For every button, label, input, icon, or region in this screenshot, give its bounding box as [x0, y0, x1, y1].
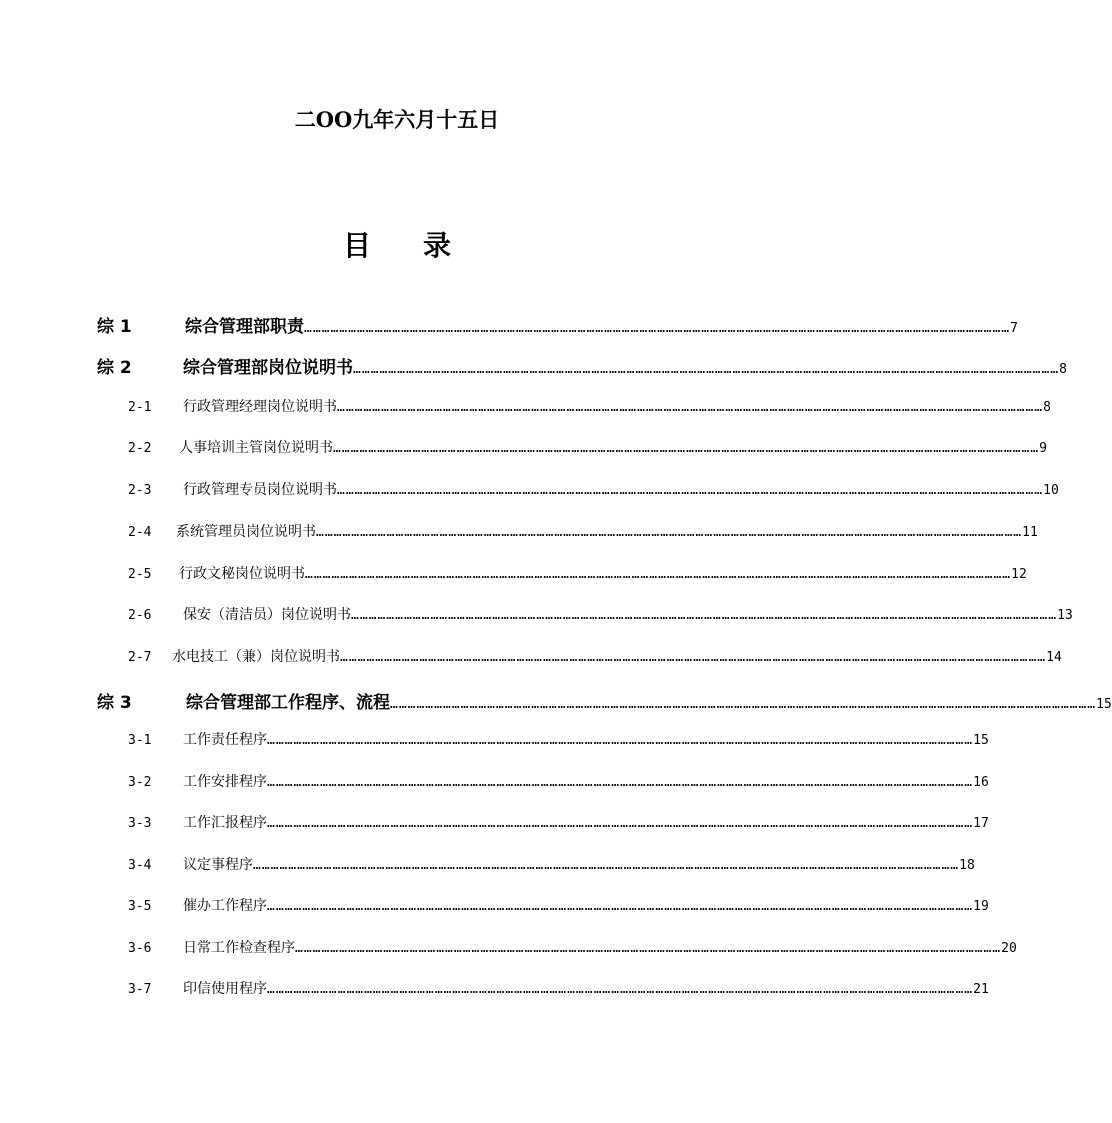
toc-entry-page-number: 9	[1039, 441, 1047, 456]
toc-entry-number: 2-4	[128, 525, 152, 540]
toc-entry-page-number: 17	[973, 816, 989, 831]
toc-entry-page-number: 20	[1001, 941, 1017, 956]
toc-entry[interactable]	[128, 563, 1027, 583]
toc-entry-title: 工作汇报程序	[183, 815, 267, 831]
toc-entry-title: 议定事程序	[183, 857, 253, 873]
toc-entry-title: 日常工作检查程序	[183, 940, 295, 956]
toc-entry-number: 3-7	[128, 982, 152, 997]
toc-entry-title: 印信使用程序	[183, 981, 267, 997]
toc-leader-dots: ……………………………………………………………………………………………………………………………………………………………………………………………………………………	[351, 608, 1058, 623]
toc-entry[interactable]	[128, 937, 1017, 957]
toc-entry-page-number: 12	[1011, 567, 1027, 582]
toc-entry[interactable]	[128, 854, 975, 874]
toc-entry-title: 综合管理部工作程序、流程	[186, 693, 390, 713]
toc-leader-dots: ……………………………………………………………………………………………………………………………………………………………………………………………………………………	[353, 362, 1060, 377]
toc-entry[interactable]	[128, 396, 1051, 416]
toc-entry-number: 2-3	[128, 483, 152, 498]
toc-entry[interactable]	[128, 479, 1059, 499]
toc-leader-dots: ……………………………………………………………………………………………………………………………………………………………………………………………………………………	[316, 525, 1023, 540]
toc-entry-page-number: 13	[1057, 608, 1073, 623]
toc-entry-title: 系统管理员岗位说明书	[176, 524, 316, 540]
toc-entry-title: 保安（清洁员）岗位说明书	[183, 607, 351, 623]
toc-entry-number: 综 2	[97, 358, 132, 378]
toc-leader-dots: ……………………………………………………………………………………………………………………………………………………………………………………………………………………	[267, 982, 974, 997]
toc-entry-page-number: 7	[1010, 321, 1018, 336]
toc-entry[interactable]	[128, 604, 1073, 624]
toc-heading	[0, 224, 794, 264]
toc-entry[interactable]	[128, 895, 989, 915]
toc-entry-title: 行政管理经理岗位说明书	[183, 399, 337, 415]
toc-leader-dots: ……………………………………………………………………………………………………………………………………………………………………………………………………………………	[267, 816, 974, 831]
toc-entry[interactable]	[128, 812, 989, 832]
toc-leader-dots: ……………………………………………………………………………………………………………………………………………………………………………………………………………………	[295, 941, 1002, 956]
toc-leader-dots: ……………………………………………………………………………………………………………………………………………………………………………………………………………………	[304, 321, 1011, 336]
toc-leader-dots: ……………………………………………………………………………………………………………………………………………………………………………………………………………………	[305, 567, 1012, 582]
toc-leader-dots: ……………………………………………………………………………………………………………………………………………………………………………………………………………………	[267, 899, 974, 914]
toc-entry-title: 综合管理部职责	[185, 317, 304, 337]
toc-entry-title: 行政文秘岗位说明书	[179, 566, 305, 582]
toc-entry-page-number: 18	[959, 858, 975, 873]
toc-entry-number: 2-6	[128, 608, 152, 623]
toc-entry-number: 综 1	[97, 317, 132, 337]
toc-entry-page-number: 16	[973, 775, 989, 790]
document-date: 二OO九年六月十五日	[294, 107, 500, 132]
toc-entry-title: 催办工作程序	[183, 898, 267, 914]
toc-leader-dots: ……………………………………………………………………………………………………………………………………………………………………………………………………………………	[337, 483, 1044, 498]
toc-leader-dots: ……………………………………………………………………………………………………………………………………………………………………………………………………………………	[267, 733, 974, 748]
toc-entry[interactable]	[128, 729, 989, 749]
toc-entry-page-number: 15	[973, 733, 989, 748]
toc-leader-dots: ……………………………………………………………………………………………………………………………………………………………………………………………………………………	[337, 400, 1044, 415]
toc-entry-title: 综合管理部岗位说明书	[183, 358, 353, 378]
toc-entry-number: 3-4	[128, 858, 152, 873]
toc-entry-page-number: 19	[973, 899, 989, 914]
toc-entry-page-number: 8	[1043, 400, 1051, 415]
toc-entry-page-number: 11	[1022, 525, 1038, 540]
toc-entry-page-number: 8	[1059, 362, 1067, 377]
toc-entry-number: 2-7	[128, 650, 152, 665]
toc-entry[interactable]	[128, 771, 989, 791]
toc-entry[interactable]	[97, 312, 1018, 337]
toc-entry-title: 行政管理专员岗位说明书	[183, 482, 337, 498]
toc-leader-dots: ……………………………………………………………………………………………………………………………………………………………………………………………………………………	[267, 775, 974, 790]
toc-entry-number: 3-5	[128, 899, 152, 914]
toc-leader-dots: ……………………………………………………………………………………………………………………………………………………………………………………………………………………	[340, 650, 1047, 665]
toc-entry-number: 3-6	[128, 941, 152, 956]
toc-entry-page-number: 15	[1096, 697, 1112, 712]
toc-heading-char-2: 录	[423, 229, 452, 262]
toc-entry[interactable]	[128, 646, 1062, 666]
toc-entry[interactable]	[97, 688, 1112, 713]
toc-entry-number: 2-2	[128, 441, 152, 456]
toc-leader-dots: ……………………………………………………………………………………………………………………………………………………………………………………………………………………	[253, 858, 960, 873]
toc-entry-title: 水电技工（兼）岗位说明书	[172, 649, 340, 665]
toc-entry-number: 3-1	[128, 733, 152, 748]
toc-entry[interactable]	[128, 978, 989, 998]
toc-entry[interactable]	[128, 521, 1038, 541]
toc-entry-number: 3-3	[128, 816, 152, 831]
toc-heading-char-1: 目	[342, 229, 371, 262]
toc-entry-title: 人事培训主管岗位说明书	[179, 440, 333, 456]
toc-entry-number: 综 3	[97, 693, 132, 713]
toc-entry-number: 2-1	[128, 400, 152, 415]
toc-leader-dots: ……………………………………………………………………………………………………………………………………………………………………………………………………………………	[390, 697, 1097, 712]
toc-entry-page-number: 10	[1043, 483, 1059, 498]
toc-entry[interactable]	[97, 353, 1067, 378]
toc-entry-page-number: 21	[973, 982, 989, 997]
toc-entry-title: 工作安排程序	[183, 774, 267, 790]
toc-entry[interactable]	[128, 437, 1047, 457]
toc-entry-page-number: 14	[1046, 650, 1062, 665]
toc-leader-dots: ……………………………………………………………………………………………………………………………………………………………………………………………………………………	[333, 441, 1040, 456]
toc-entry-number: 3-2	[128, 775, 152, 790]
toc-entry-number: 2-5	[128, 567, 152, 582]
toc-entry-title: 工作责任程序	[183, 732, 267, 748]
